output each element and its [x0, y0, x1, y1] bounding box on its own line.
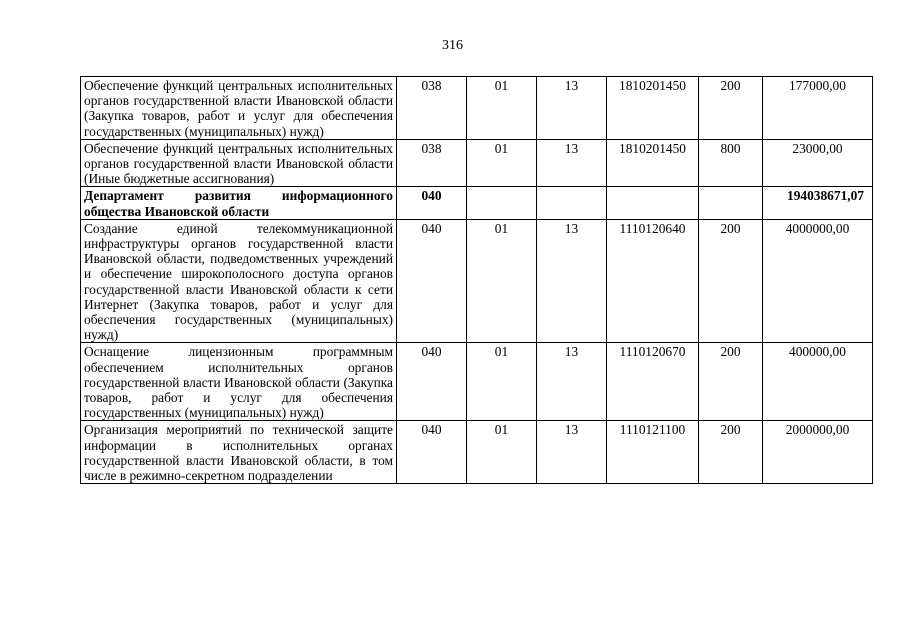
subsection-code: 13: [537, 343, 607, 421]
expense-name: Оснащение лицензионным программным обеспечением исполнительных органов государственной власти Ивановской области (Закупка товаров, работ и услуг для обеспечения государственных (муниципальных) нужд): [81, 343, 397, 421]
ministry-code: 040: [397, 219, 467, 343]
ministry-code: 040: [397, 187, 467, 219]
department-total-amount: 194038671,07: [763, 187, 873, 219]
expense-name: Обеспечение функций центральных исполнительных органов государственной власти Ивановской области (Иные бюджетные ассигнования): [81, 139, 397, 187]
table-row: [81, 139, 873, 187]
section-code: 01: [467, 219, 537, 343]
subsection-code: 13: [537, 219, 607, 343]
expense-type-code: 200: [699, 421, 763, 484]
department-row: [81, 187, 873, 219]
target-article-code: 1110120640: [607, 219, 699, 343]
section-code: 01: [467, 343, 537, 421]
target-article-code: 1110121100: [607, 421, 699, 484]
amount: 400000,00: [763, 343, 873, 421]
section-code: [467, 187, 537, 219]
page-number: 316: [442, 38, 463, 53]
department-name: Департамент развития информационного общества Ивановской области: [81, 187, 397, 219]
subsection-code: 13: [537, 421, 607, 484]
expense-name: Создание единой телекоммуникационной инфраструктуры органов государственной власти Ивановской области, подведомственных учреждений и обеспечение широкополосного доступа органов государственной власти Ивановской области к сети Интернет (Закупка товаров, работ и услуг для обеспечения государственных (муниципальных) нужд): [81, 219, 397, 343]
ministry-code: 038: [397, 139, 467, 187]
expense-type-code: 200: [699, 219, 763, 343]
expense-type-code: 800: [699, 139, 763, 187]
expense-name: Обеспечение функций центральных исполнительных органов государственной власти Ивановской области (Закупка товаров, работ и услуг для обеспечения государственных (муниципальных) нужд): [81, 77, 397, 140]
table-row: [81, 343, 873, 421]
amount: 2000000,00: [763, 421, 873, 484]
amount: 177000,00: [763, 77, 873, 140]
section-code: 01: [467, 77, 537, 140]
expense-type-code: 200: [699, 343, 763, 421]
amount: 4000000,00: [763, 219, 873, 343]
ministry-code: 040: [397, 421, 467, 484]
target-article-code: 1810201450: [607, 139, 699, 187]
budget-table: [80, 76, 873, 484]
expense-type-code: [699, 187, 763, 219]
subsection-code: 13: [537, 77, 607, 140]
subsection-code: 13: [537, 139, 607, 187]
subsection-code: [537, 187, 607, 219]
table-row: [81, 219, 873, 343]
amount: 23000,00: [763, 139, 873, 187]
ministry-code: 040: [397, 343, 467, 421]
expense-name: Организация мероприятий по технической защите информации в исполнительных органах государственной власти Ивановской области, в том числе в режимно-секретном подразделении: [81, 421, 397, 484]
table-row: [81, 421, 873, 484]
target-article-code: 1810201450: [607, 77, 699, 140]
section-code: 01: [467, 421, 537, 484]
target-article-code: 1110120670: [607, 343, 699, 421]
expense-type-code: 200: [699, 77, 763, 140]
section-code: 01: [467, 139, 537, 187]
ministry-code: 038: [397, 77, 467, 140]
target-article-code: [607, 187, 699, 219]
table-row: [81, 77, 873, 140]
